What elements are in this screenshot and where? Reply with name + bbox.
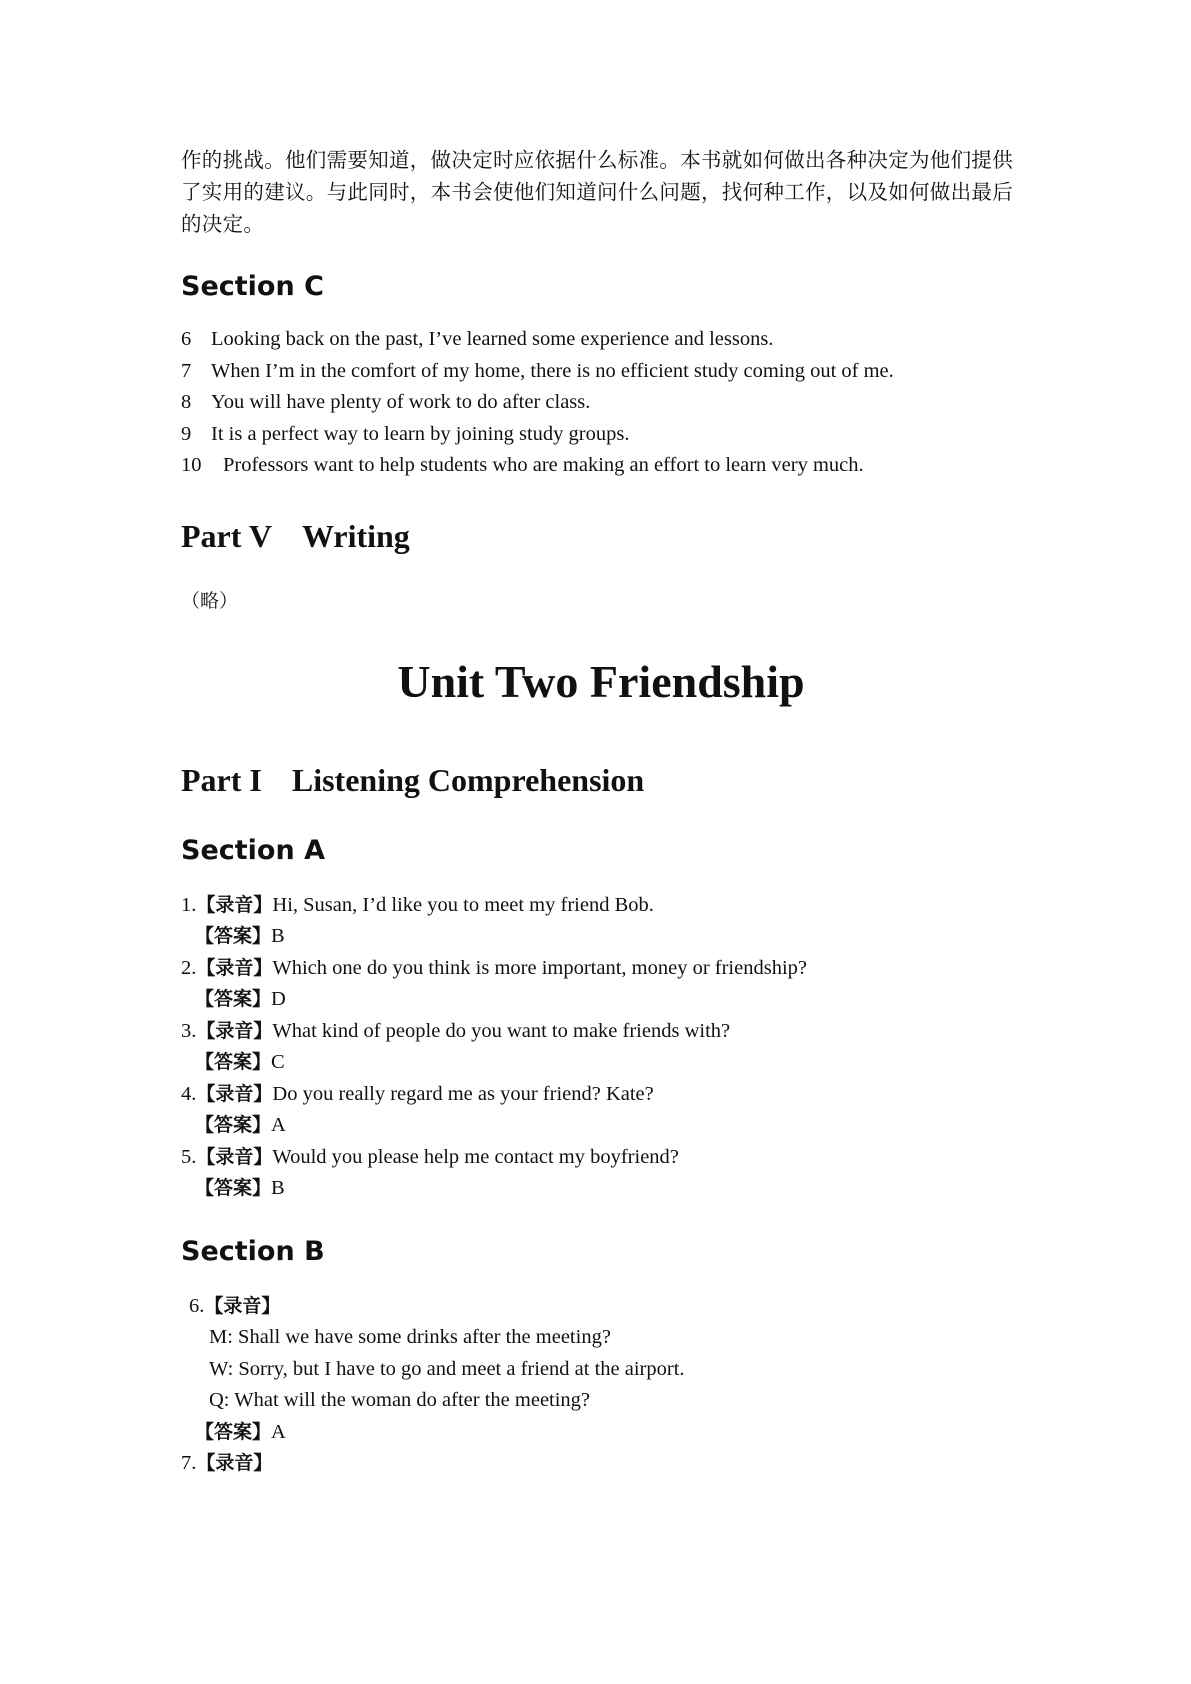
- document-page: [181, 144, 1021, 1480]
- item-number: 7: [181, 359, 192, 382]
- section-b-heading: Section B: [181, 1235, 325, 1267]
- answer-label: 【答案】: [195, 1051, 272, 1073]
- answer-line: [181, 921, 1021, 953]
- item-number: 6: [181, 328, 192, 350]
- recording-line: [181, 1291, 1021, 1323]
- intro-line: 的决定。: [181, 212, 265, 236]
- list-item: [181, 450, 1021, 482]
- answer-label: 【答案】: [195, 925, 272, 947]
- recording-text: What kind of people do you want to make friends with?: [272, 1019, 731, 1042]
- section-c-heading: Section C: [181, 271, 324, 302]
- section-c-list: [181, 324, 1021, 482]
- part-title: Listening Comprehension: [291, 761, 645, 798]
- answer-line: [181, 1110, 1021, 1142]
- recording-label: 【录音】: [196, 1452, 273, 1474]
- section-b-list: [181, 1291, 1021, 1480]
- recording-label: 【录音】: [196, 893, 273, 916]
- item-text: When I’m in the comfort of my home, there is no efficient study coming out of me.: [211, 359, 894, 382]
- question-line: Q: What will the woman do after the meeting?: [209, 1389, 591, 1411]
- part-i-heading: [181, 760, 1021, 800]
- item-number: 10: [181, 454, 202, 476]
- answer-line: [181, 1417, 1021, 1449]
- list-item: [181, 387, 1021, 419]
- dialogue-line-m: M: Shall we have some drinks after the meeting?: [209, 1326, 611, 1348]
- item-number: 3.: [181, 1019, 197, 1042]
- section-a-heading: Section A: [181, 834, 325, 866]
- item-text: Looking back on the past, I’ve learned some experience and lessons.: [211, 328, 774, 350]
- recording-text: Hi, Susan, I’d like you to meet my friend Bob.: [272, 893, 654, 916]
- part-number: Part V: [181, 517, 272, 554]
- answer-value: A: [271, 1114, 286, 1136]
- item-text: You will have plenty of work to do after class.: [211, 391, 591, 413]
- recording-line: [181, 1016, 1021, 1048]
- recording-text: Which one do you think is more important, money or friendship?: [272, 956, 807, 979]
- part-v-heading: [181, 516, 1021, 556]
- recording-label: 【录音】: [196, 1019, 273, 1042]
- list-item: [181, 356, 1021, 388]
- item-number: 1.: [181, 893, 197, 916]
- recording-text: Do you really regard me as your friend? Kate?: [272, 1082, 654, 1105]
- recording-label: 【录音】: [196, 956, 273, 979]
- item-number: 6.: [189, 1294, 205, 1317]
- answer-label: 【答案】: [195, 1420, 272, 1443]
- dialogue-line-w: W: Sorry, but I have to go and meet a friend at the airport.: [209, 1357, 685, 1380]
- item-text: It is a perfect way to learn by joining study groups.: [211, 422, 630, 445]
- answer-value: B: [271, 925, 285, 947]
- recording-label: 【录音】: [204, 1294, 281, 1317]
- recording-label: 【录音】: [196, 1145, 273, 1168]
- recording-line: [181, 1142, 1021, 1174]
- item-number: 7.: [181, 1452, 197, 1474]
- answer-value: A: [271, 1420, 286, 1443]
- item-number: 2.: [181, 956, 197, 979]
- answer-value: C: [271, 1051, 285, 1073]
- recording-text: Would you please help me contact my boyfriend?: [272, 1145, 679, 1168]
- intro-line: 作的挑战。他们需要知道，做决定时应依据什么标准。本书就如何做出各种决定为他们提供: [181, 148, 1013, 172]
- recording-line: [181, 1079, 1021, 1111]
- intro-line: 了实用的建议。与此同时，本书会使他们知道问什么问题，找何种工作，以及如何做出最后: [181, 180, 1013, 204]
- answer-value: B: [271, 1177, 285, 1199]
- answer-label: 【答案】: [195, 1177, 272, 1199]
- part-title: Writing: [301, 517, 410, 554]
- answer-line: [181, 1047, 1021, 1079]
- recording-line: [181, 953, 1021, 985]
- unit-title: Unit Two Friendship: [397, 655, 805, 707]
- omitted-note: （略）: [181, 589, 239, 612]
- recording-line: [181, 1448, 1021, 1480]
- list-item: [181, 324, 1021, 356]
- answer-label: 【答案】: [195, 988, 272, 1010]
- answer-value: D: [271, 988, 286, 1010]
- answer-label: 【答案】: [195, 1114, 272, 1136]
- part-number: Part I: [181, 761, 262, 798]
- item-number: 9: [181, 422, 192, 445]
- intro-paragraph: [181, 144, 1021, 240]
- answer-line: [181, 1173, 1021, 1205]
- recording-label: 【录音】: [196, 1082, 273, 1105]
- section-a-list: [181, 890, 1021, 1205]
- recording-line: [181, 890, 1021, 922]
- list-item: [181, 419, 1021, 451]
- answer-line: [181, 984, 1021, 1016]
- item-number: 8: [181, 391, 192, 413]
- item-number: 5.: [181, 1145, 197, 1168]
- item-number: 4.: [181, 1082, 197, 1105]
- item-text: Professors want to help students who are making an effort to learn very much.: [223, 454, 864, 476]
